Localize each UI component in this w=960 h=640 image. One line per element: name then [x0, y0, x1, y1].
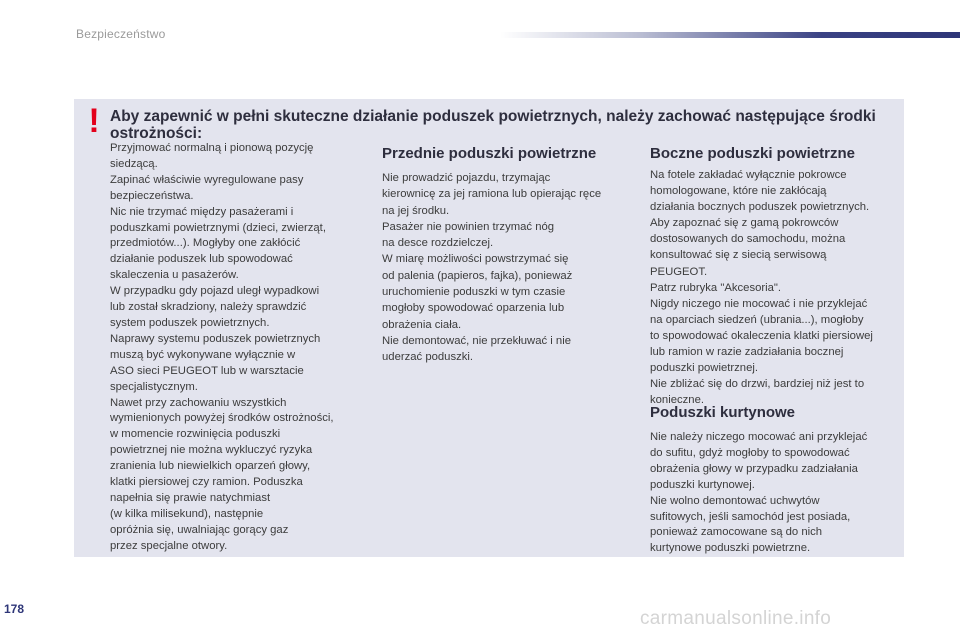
side-airbags-text: Na fotele zakładać wyłącznie pokrowce homologowane, które nie zakłócają działania bocznych poduszek powietrznych. Aby zapoznać się z gamą pokrowców dostosowanych do samochodu, można konsultować się z siecią serwisową PEUGEOT. Patrz rubryka "Akcesoria". Nigdy niczego nie mocować i nie przyklejać na oparciach siedzeń (ubrania...), mogłoby to spowodować okaleczenia klatki piersiowej lub ramion w razie zadziałania bocznej poduszki powietrznej. Nie zbliżać się do drzwi, bardziej niż jest to konieczne. — [650, 169, 873, 407]
page-number: 178 — [4, 602, 25, 616]
curtain-airbags-text: Nie należy niczego mocować ani przyklejać do sufitu, gdyż mogłoby to spowodować obrażenia głowy w przypadku zadziałania poduszki kurtynowej. Nie wolno demontować uchwytów sufitowych, jeśli samochód jest posiada, ponieważ zamocowane są do nich kurtynowe poduszki powietrzne. — [650, 431, 868, 555]
side-airbags-heading: Boczne poduszki powietrzne — [650, 145, 856, 162]
precautions-text: Przyjmować normalną i pionową pozycję siedzącą. Zapinać właściwie wyregulowane pasy bezpieczeństwa. Nic nie trzymać między pasażerami i poduszkami powietrznymi (dzieci, zwierząt, przedmiotów...). Mogłyby one zakłócić działanie poduszek lub spowodować skaleczenia u pasażerów. W przypadku gdy pojazd uległ wypadkowi lub został skradziony, należy sprawdzić system poduszek powietrznych. Naprawy systemu poduszek powietrznych muszą być wykonywane wyłącznie w ASO sieci PEUGEOT lub w warsztacie specjalistycznym. Nawet przy zachowaniu wszystkich wymienionych powyżej środków ostrożności, w momencie rozwinięcia poduszki powietrznej nie można wykluczyć ryzyka zranienia lub niewielkich oparzeń głowy, klatki piersiowej czy ramion. Poduszka napełnia się prawie natychmiast (w kilka milisekund), następnie opróżnia się, uwalniając gorący gaz przez specjalne otwory. — [110, 142, 334, 552]
exclamation-icon: ! — [88, 102, 100, 140]
section-label: Bezpieczeństwo — [76, 27, 166, 41]
curtain-airbags-heading: Poduszki kurtynowe — [650, 404, 796, 421]
watermark: carmanualsonline.info — [640, 608, 832, 629]
panel-title: Aby zapewnić w pełni skuteczne działanie poduszek powietrznych, należy zachować następujące środki ostrożności: — [110, 108, 876, 142]
front-airbags-heading: Przednie poduszki powietrzne — [382, 145, 597, 162]
front-airbags-text: Nie prowadzić pojazdu, trzymając kierownicę za jej ramiona lub opierając ręce na jej środku. Pasażer nie powinien trzymać nóg na desce rozdzielczej. W miarę możliwości powstrzymać się od palenia (papieros, fajka), ponieważ uruchomienie poduszki w tym czasie mogłoby spowodować oparzenia lub obrażenia ciała. Nie demontować, nie przekłuwać i nie uderzać poduszki. — [382, 172, 602, 364]
header-bar — [500, 32, 960, 38]
